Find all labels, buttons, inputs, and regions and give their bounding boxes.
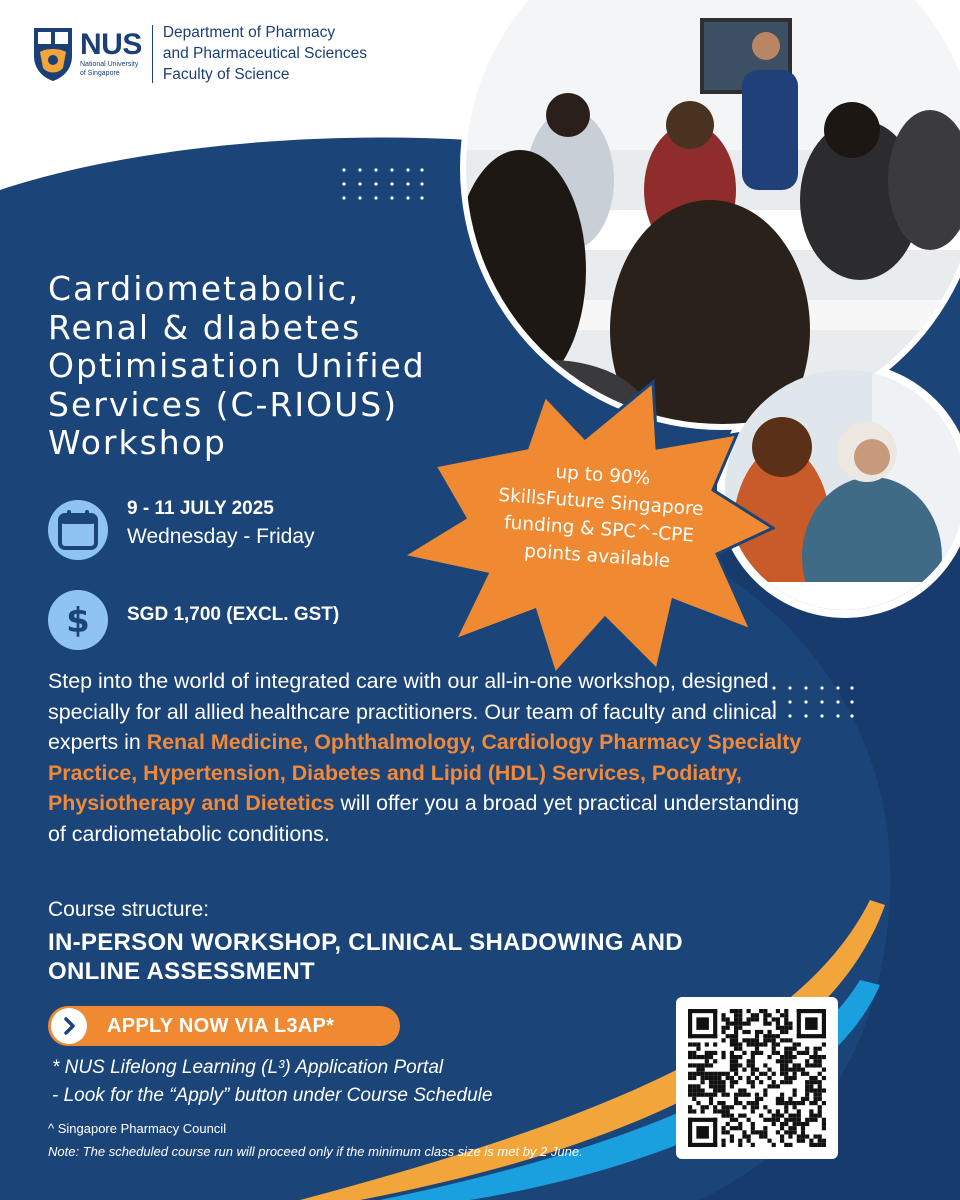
workshop-description bbox=[48, 666, 808, 849]
apply-hint: - Look for the “Apply” button under Course Schedule bbox=[52, 1085, 493, 1106]
course-structure-value: IN-PERSON WORKSHOP, CLINICAL SHADOWING AND ONLINE ASSESSMENT bbox=[48, 929, 683, 985]
classroom-photo bbox=[460, 0, 960, 430]
logo-wordmark: NUS bbox=[80, 27, 142, 61]
nus-logo bbox=[32, 22, 367, 85]
description-outro: will offer you a broad yet practical understanding of cardiometabolic conditions. bbox=[48, 791, 800, 846]
department-name bbox=[163, 22, 367, 85]
dot-grid-top bbox=[340, 166, 430, 206]
qr-code-icon bbox=[688, 1009, 826, 1147]
dept-line-3: Faculty of Science bbox=[162, 66, 290, 83]
dollar-symbol: $ bbox=[66, 601, 90, 641]
logo-subline-1: National University bbox=[80, 60, 139, 68]
class-size-note: Note: The scheduled course run will proceed only if the minimum class size is met by 2 June. bbox=[48, 1144, 583, 1159]
logo-divider bbox=[152, 25, 153, 83]
burst-line-2: SkillsFuture Singapore bbox=[497, 484, 705, 521]
event-days: Wednesday - Friday bbox=[127, 525, 315, 548]
dept-line-1: Department of Pharmacy bbox=[162, 24, 336, 41]
title-line-1: Cardiometabolic, bbox=[48, 269, 361, 308]
description-intro: Step into the world of integrated care with our all-in-one workshop, designed specially for all allied healthcare practitioners. Our team of faculty and clinical experts in bbox=[48, 669, 777, 754]
description-highlight: Renal Medicine, Ophthalmology, Cardiology Pharmacy Specialty Practice, Hypertension, Diabetes and Lipid (HDL) Services, Podiatry, Physiotherapy and Dietetics bbox=[48, 730, 802, 815]
funding-text bbox=[452, 452, 749, 580]
logo-subline-2: of Singapore bbox=[80, 69, 120, 77]
chevron-right-icon bbox=[51, 1008, 87, 1044]
title-line-5: Workshop bbox=[48, 423, 227, 462]
event-dates: 9 - 11 JULY 2025 bbox=[127, 498, 274, 519]
event-price: SGD 1,700 (EXCL. GST) bbox=[127, 604, 340, 625]
portal-note: * NUS Lifelong Learning (L³) Application Portal bbox=[52, 1057, 444, 1078]
title-line-3: Optimisation Unified bbox=[48, 346, 426, 385]
dollar-icon bbox=[48, 590, 108, 650]
burst-line-1: up to 90% bbox=[554, 461, 651, 490]
nus-crest-icon bbox=[32, 26, 74, 82]
title-line-2: Renal & dIabetes bbox=[48, 307, 362, 347]
qr-code[interactable] bbox=[676, 997, 838, 1159]
burst-line-4: points available bbox=[523, 540, 671, 572]
spc-footnote: ^ Singapore Pharmacy Council bbox=[48, 1121, 227, 1136]
burst-line-3: funding & SPC^-CPE bbox=[503, 512, 695, 547]
course-structure-label: Course structure: bbox=[48, 898, 210, 921]
apply-now-button[interactable] bbox=[48, 1006, 400, 1046]
calendar-icon bbox=[48, 500, 108, 560]
dept-line-2: and Pharmaceutical Sciences bbox=[162, 45, 368, 62]
title-line-4: Services (C-RIOUS) bbox=[48, 384, 399, 424]
apply-now-label: APPLY NOW VIA L3AP* bbox=[107, 1014, 335, 1037]
